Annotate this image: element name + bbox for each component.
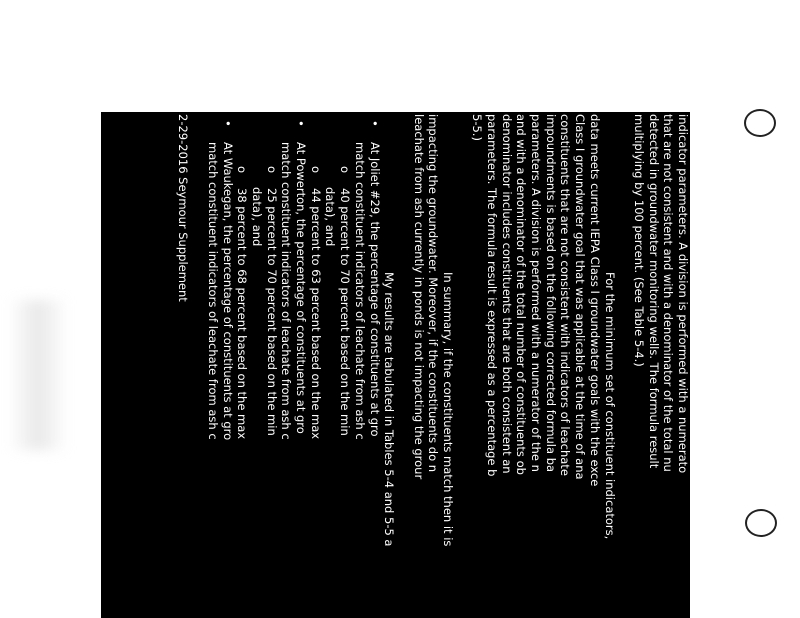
text-line: indicator parameters. A division is performed with a numerato: [676, 114, 690, 474]
text-line: impoundments is based on the following corrected formula ba: [543, 114, 558, 473]
bullet-item: [220, 112, 235, 618]
text-line: For the minimum set of constituent indicators,: [602, 272, 617, 540]
punch-hole-bottom: [745, 509, 777, 537]
document-page: [101, 112, 690, 618]
bullet-item: [293, 112, 308, 618]
text-line: that are not consistent and with a denominator of the total nu: [661, 114, 676, 472]
sub-bullet-text: 44 percent to 63 percent based on the max: [308, 188, 323, 440]
text-line: match constituent indicators of leachate from ash c: [352, 142, 367, 440]
sub-bullet-item: [338, 112, 353, 618]
sub-bullet-item: [308, 112, 323, 618]
bullet-text: At Waukegan, the percentage of constituents at gro: [220, 142, 235, 441]
rotated-text-block: [101, 112, 690, 618]
text-line: detected in groundwater monitoring wells. The formula result: [646, 114, 661, 469]
bullet-marker: •: [367, 120, 382, 127]
bullet-text: At Joliet #29, the percentage of constituents at gro: [367, 142, 382, 437]
punch-hole-top: [744, 109, 776, 137]
sub-bullet-item: [235, 112, 250, 618]
bullet-marker: •: [220, 120, 235, 127]
scan-smudge: [8, 300, 68, 450]
sub-bullet-text: 40 percent to 70 percent based on the min: [338, 188, 353, 436]
sub-bullet-text: 25 percent to 70 percent based on the min: [264, 188, 279, 436]
text-line: leachate from ash currently in ponds is not impacting the grour: [411, 114, 426, 480]
text-line: In summary, if the constituents match then it is: [441, 272, 455, 547]
text-line: impacting the groundwater. Moreover, if the constituents do n: [426, 114, 441, 473]
text-line: denominator includes constituents that are both consistent an: [499, 114, 514, 474]
sub-bullet-item: [264, 112, 279, 618]
text-line: and with a denominator of the total number of constituents ob: [514, 114, 529, 475]
sub-bullet-text: 38 percent to 68 percent based on the max: [235, 188, 250, 440]
bullet-marker: •: [294, 120, 309, 127]
blank-line: [617, 112, 632, 618]
bullet-text: At Powerton, the percentage of constituents at gro: [294, 142, 309, 434]
blank-line: [455, 112, 470, 618]
text-line: multiplying by 100 percent. (See Table 5-4.): [631, 114, 646, 367]
text-line: My results are tabulated in Tables 5-4 and 5-5 a: [382, 272, 397, 547]
sub-bullet-marker: o: [264, 166, 279, 174]
text-line: data meets current IEPA Class I groundwater goals with the exce: [587, 114, 602, 487]
page-footer: 2-29-2016 Seymour Supplement: [175, 114, 190, 302]
text-line: parameters. A division is performed with a numerator of the n: [529, 114, 544, 472]
text-line: constituents that are not consistent with indicators of leachate: [558, 114, 573, 476]
blank-line: [191, 112, 206, 618]
sub-bullet-marker: o: [308, 166, 323, 174]
sub-bullet-marker: o: [235, 166, 250, 174]
text-line: Class I groundwater goal that was applicable at the time of ana: [573, 114, 588, 480]
text-line: match constituent indicators of leachate from ash c: [279, 142, 294, 440]
text-line: data), and: [250, 187, 265, 247]
text-line: match constituent indicators of leachate from ash c: [206, 142, 220, 440]
text-line: parameters. The formula result is expressed as a percentage b: [485, 114, 500, 477]
text-line: 5-5.): [470, 114, 485, 141]
sub-bullet-marker: o: [338, 166, 353, 174]
text-line: data), and: [323, 187, 338, 247]
bullet-item: [367, 112, 382, 618]
blank-line: [396, 112, 411, 618]
